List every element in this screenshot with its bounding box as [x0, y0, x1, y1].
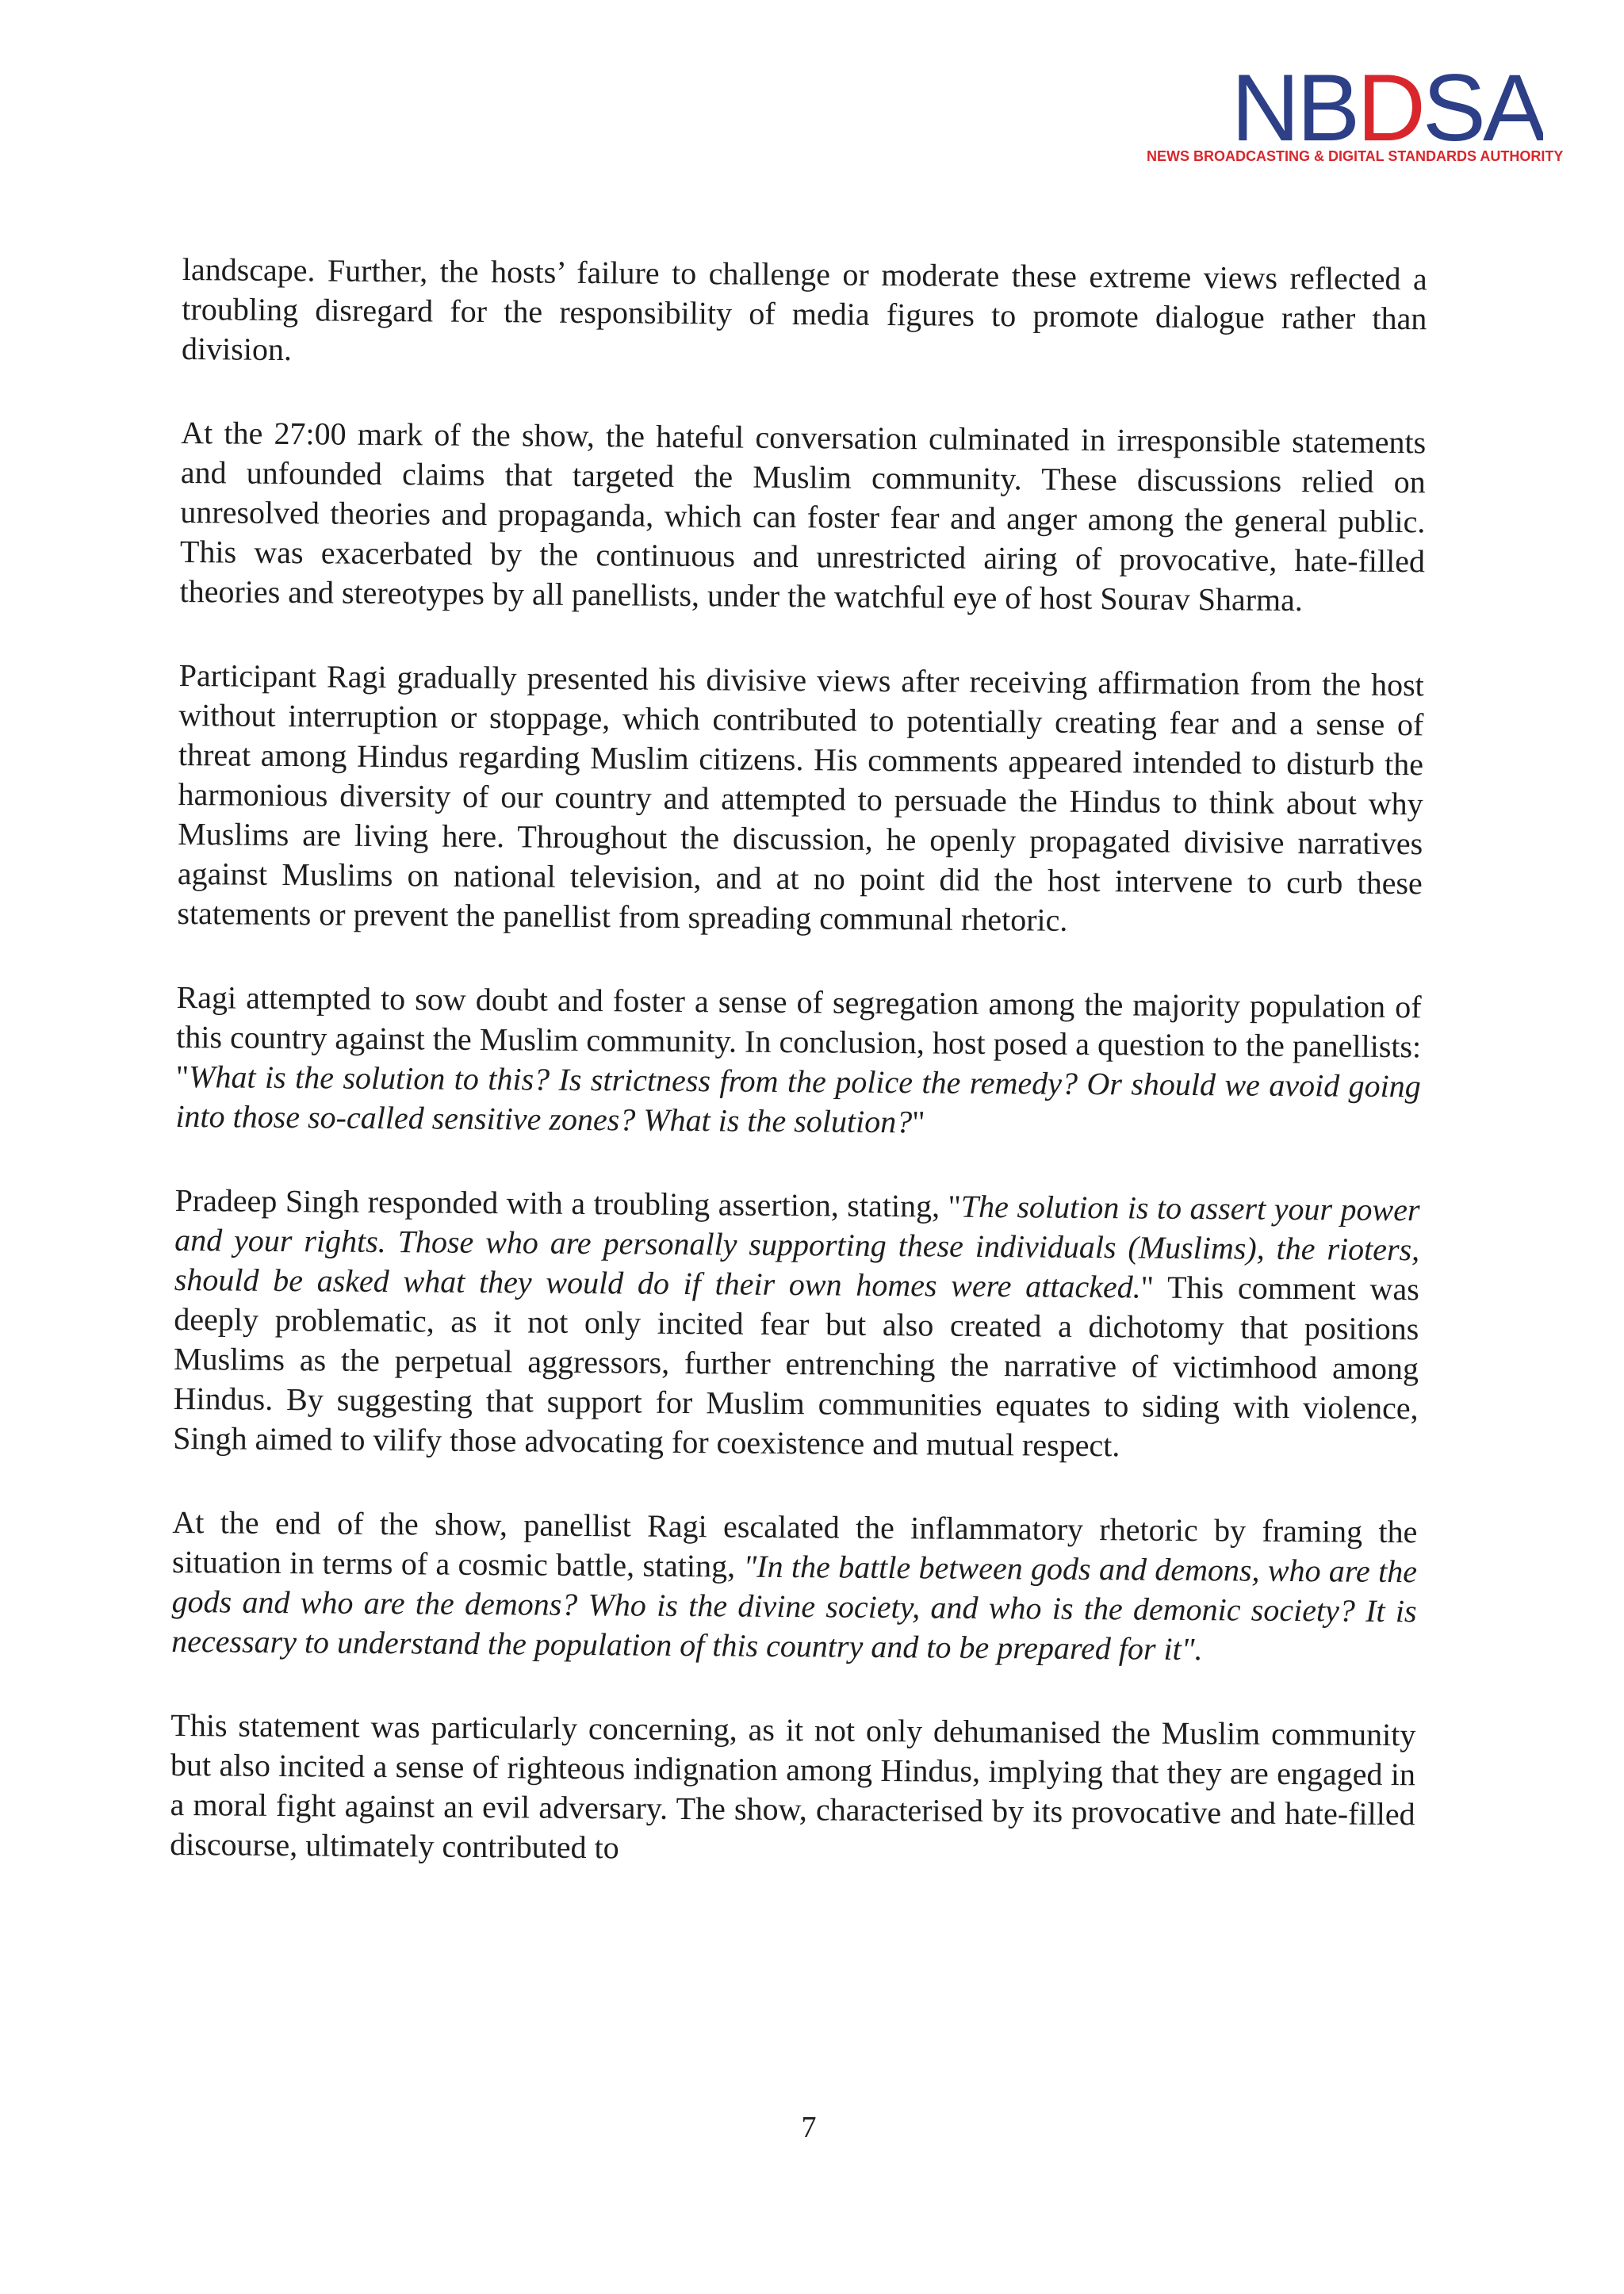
- paragraph-text: At the end of the show, panellist Ragi escalated the inflammatory rhetoric by framing the situation in terms of a cosmic battle, stating,: [171, 1503, 1418, 1584]
- paragraph: [171, 1503, 1418, 1671]
- paragraph-text: This statement was particularly concerning, as it not only dehumanised the Muslim community but also incited a sense of righteous indignation among Hindus, implying that they are engaged in a moral fight against an evil adversary. The show, characterised by its provocative and hate-filled discourse, ultimately contributed to: [170, 1706, 1416, 1866]
- logo-prefix: NB: [1231, 70, 1358, 146]
- paragraph: [177, 656, 1424, 943]
- paragraph-text: " This comment was deeply problematic, as it not only incited fear but also created a dichotomy that positions Muslims as the perpetual aggressors, further entrenching the narrative of victimhood among Hindus. By suggesting that support for Muslim communities equates to siding with violence, Singh aimed to vilify those advocating for coexistence and mutual respect.: [173, 1269, 1419, 1464]
- quoted-text: "In the battle between gods and demons, who are the gods and who are the demons? Who is the divine society, and who is the demonic society? It is necessary to understand the population of this country and to be prepared for it".: [171, 1548, 1418, 1668]
- nbdsa-logo: [1147, 70, 1564, 165]
- logo-suffix: SA: [1422, 70, 1543, 146]
- paragraph: [173, 1181, 1420, 1468]
- paragraph-text: At the 27:00 mark of the show, the hateful conversation culminated in irresponsible statements and unfounded claims that targeted the Muslim community. These discussions relied on unresolved theories and propaganda, which can foster fear and anger among the general public. This was exacerbated by the continuous and unrestricted airing of provocative, hate-filled theories and stereotypes by all panellists, under the watchful eye of host Sourav Sharma.: [179, 414, 1427, 618]
- paragraph: [175, 978, 1422, 1146]
- logo-accent: D: [1357, 70, 1423, 146]
- quoted-text: What is the solution to this? Is strictness from the police the remedy? Or should we avoid going into those so-called sensitive zones? What is the solution?: [175, 1059, 1421, 1140]
- logo-tagline: NEWS BROADCASTING & DIGITAL STANDARDS AUTHORITY: [1147, 148, 1564, 164]
- paragraph-text: Pradeep Singh responded with a troubling assertion, stating, ": [174, 1181, 962, 1224]
- page-number: 7: [801, 2111, 817, 2144]
- quoted-text: The solution is to assert your power and your rights. Those who are personally supporting these individuals (Muslims), the rioters, should be asked what they would do if their own homes were attacked.: [174, 1188, 1420, 1305]
- paragraph: [170, 1706, 1416, 1874]
- paragraph: [182, 250, 1427, 378]
- logo-wordmark: [1147, 70, 1543, 146]
- paragraph: [179, 413, 1426, 621]
- paragraph-text: landscape. Further, the hosts’ failure to challenge or moderate these extreme views reflected a troubling disregard for the responsibility of media figures to promote dialogue rather than division.: [181, 251, 1427, 368]
- paragraph-text: Participant Ragi gradually presented his divisive views after receiving affirmation from the host without interruption or stoppage, which contributed to potentially creating fear and a sense of threat among Hindus regarding Muslim citizens. His comments appeared intended to disturb the harmonious diversity of our country and attempted to persuade the Hindus to think about why Muslims are living here. Throughout the discussion, he openly propagated divisive narratives against Muslims on national television, and at no point did the host intervene to curb these statements or prevent the panellist from spreading communal rhetoric.: [177, 657, 1424, 938]
- document-body: [170, 250, 1427, 1918]
- paragraph-text: ": [912, 1104, 925, 1140]
- paragraph-text: Ragi attempted to sow doubt and foster a sense of segregation among the majority population of this country against the Muslim community. In conclusion, host posed a question to the panellists: ": [175, 978, 1422, 1095]
